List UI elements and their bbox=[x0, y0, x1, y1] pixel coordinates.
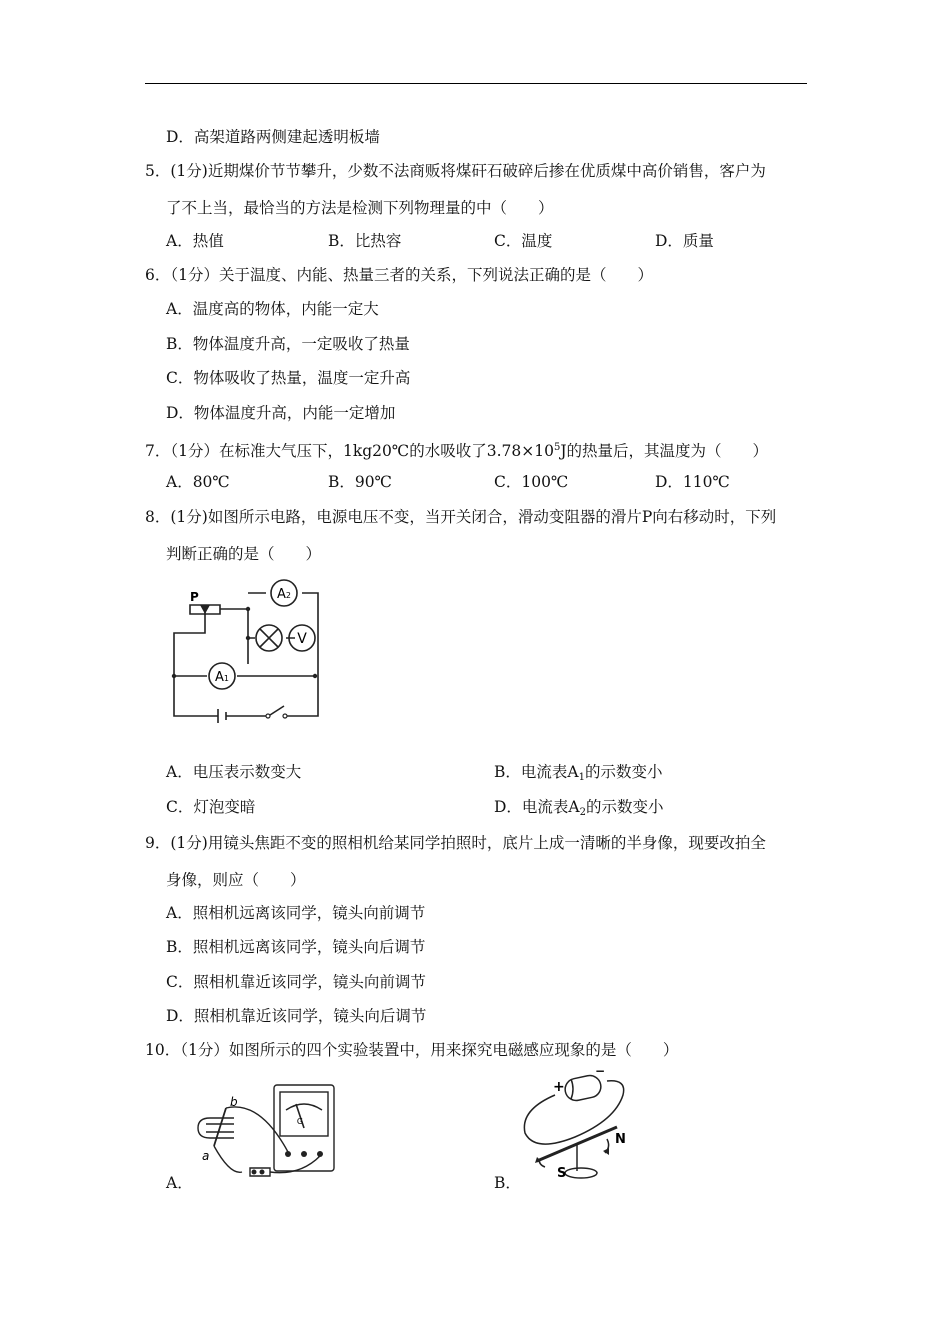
q7-option-b: B．90℃ bbox=[328, 473, 392, 491]
q6-option-a: A．温度高的物体，内能一定大 bbox=[166, 300, 379, 318]
q10-figure-a-galvanometer bbox=[190, 1080, 340, 1190]
q7-stem-exponent: 5 bbox=[553, 442, 561, 453]
label-b: b bbox=[230, 1095, 238, 1109]
q9-stem-line1: 9．(1分)用镜头焦距不变的照相机给某同学拍照时，底片上成一清晰的半身像，现要改拍全 bbox=[145, 834, 766, 852]
q7-stem-b: J的热量后，其温度为（ ） bbox=[560, 442, 769, 460]
q5-stem-line1: 5．(1分)近期煤价节节攀升，少数不法商贩将煤矸石破碎后掺在优质煤中高价销售，客户为 bbox=[145, 162, 766, 180]
label-n: N bbox=[615, 1132, 626, 1147]
q10-figure-b-compass bbox=[515, 1065, 640, 1185]
q7-stem-a: 7．（1分）在标准大气压下，1kg20℃的水吸收了3.78×10 bbox=[145, 442, 554, 460]
label-p: P bbox=[190, 590, 199, 604]
q5-option-a: A．热值 bbox=[166, 232, 224, 250]
label-ammeter-a2: A2 bbox=[277, 587, 291, 602]
q9-option-d: D．照相机靠近该同学，镜头向后调节 bbox=[166, 1007, 427, 1025]
q6-option-d: D．物体温度升高，内能一定增加 bbox=[166, 404, 396, 422]
q9-option-a: A．照相机远离该同学，镜头向前调节 bbox=[166, 904, 426, 922]
q10-figure-a-label: A． bbox=[166, 1174, 193, 1192]
label-g: G bbox=[296, 1117, 304, 1126]
q8-stem-line2: 判断正确的是（ ） bbox=[166, 545, 322, 563]
q8-option-c: C．灯泡变暗 bbox=[166, 798, 256, 816]
q5-option-c: C．温度 bbox=[494, 232, 553, 250]
q7-option-d: D．110℃ bbox=[655, 473, 730, 491]
label-a: a bbox=[202, 1149, 210, 1163]
q8-circuit-diagram bbox=[160, 575, 360, 725]
q7-option-c: C．100℃ bbox=[494, 473, 569, 491]
q8-stem-line1: 8．(1分)如图所示电路，电源电压不变，当开关闭合，滑动变阻器的滑片P向右移动时，下列 bbox=[145, 508, 777, 526]
q8-option-d: D．电流表$A_2$的示数变小 bbox=[494, 798, 664, 818]
q6-stem: 6．（1分）关于温度、内能、热量三者的关系，下列说法正确的是（ ） bbox=[145, 266, 653, 284]
header-rule bbox=[145, 83, 807, 84]
q8-option-b: B．电流表$A_1$的示数变小 bbox=[494, 763, 663, 783]
label-s: S bbox=[557, 1166, 567, 1181]
label-voltmeter: V bbox=[297, 631, 307, 647]
q5-option-d: D．质量 bbox=[655, 232, 714, 250]
q9-option-c: C．照相机靠近该同学，镜头向前调节 bbox=[166, 973, 426, 991]
q10-stem: 10．（1分）如图所示的四个实验装置中，用来探究电磁感应现象的是（ ） bbox=[145, 1041, 679, 1059]
q4-option-d: D．高架道路两侧建起透明板墙 bbox=[166, 128, 380, 146]
label-minus: − bbox=[595, 1065, 606, 1078]
q5-stem-line2: 了不上当，最恰当的方法是检测下列物理量的中（ ） bbox=[166, 199, 554, 217]
q8-option-a: A．电压表示数变大 bbox=[166, 763, 302, 781]
q7-stem bbox=[145, 438, 768, 461]
q6-option-c: C．物体吸收了热量，温度一定升高 bbox=[166, 369, 411, 387]
q5-option-b: B．比热容 bbox=[328, 232, 402, 250]
q9-stem-line2: 身像，则应（ ） bbox=[166, 871, 306, 889]
q10-figure-b-label: B． bbox=[494, 1174, 521, 1192]
q6-option-b: B．物体温度升高，一定吸收了热量 bbox=[166, 335, 410, 353]
q7-option-a: A．80℃ bbox=[166, 473, 230, 491]
label-plus: + bbox=[553, 1079, 565, 1095]
label-ammeter-a1: A1 bbox=[215, 670, 229, 685]
q9-option-b: B．照相机远离该同学，镜头向后调节 bbox=[166, 938, 426, 956]
